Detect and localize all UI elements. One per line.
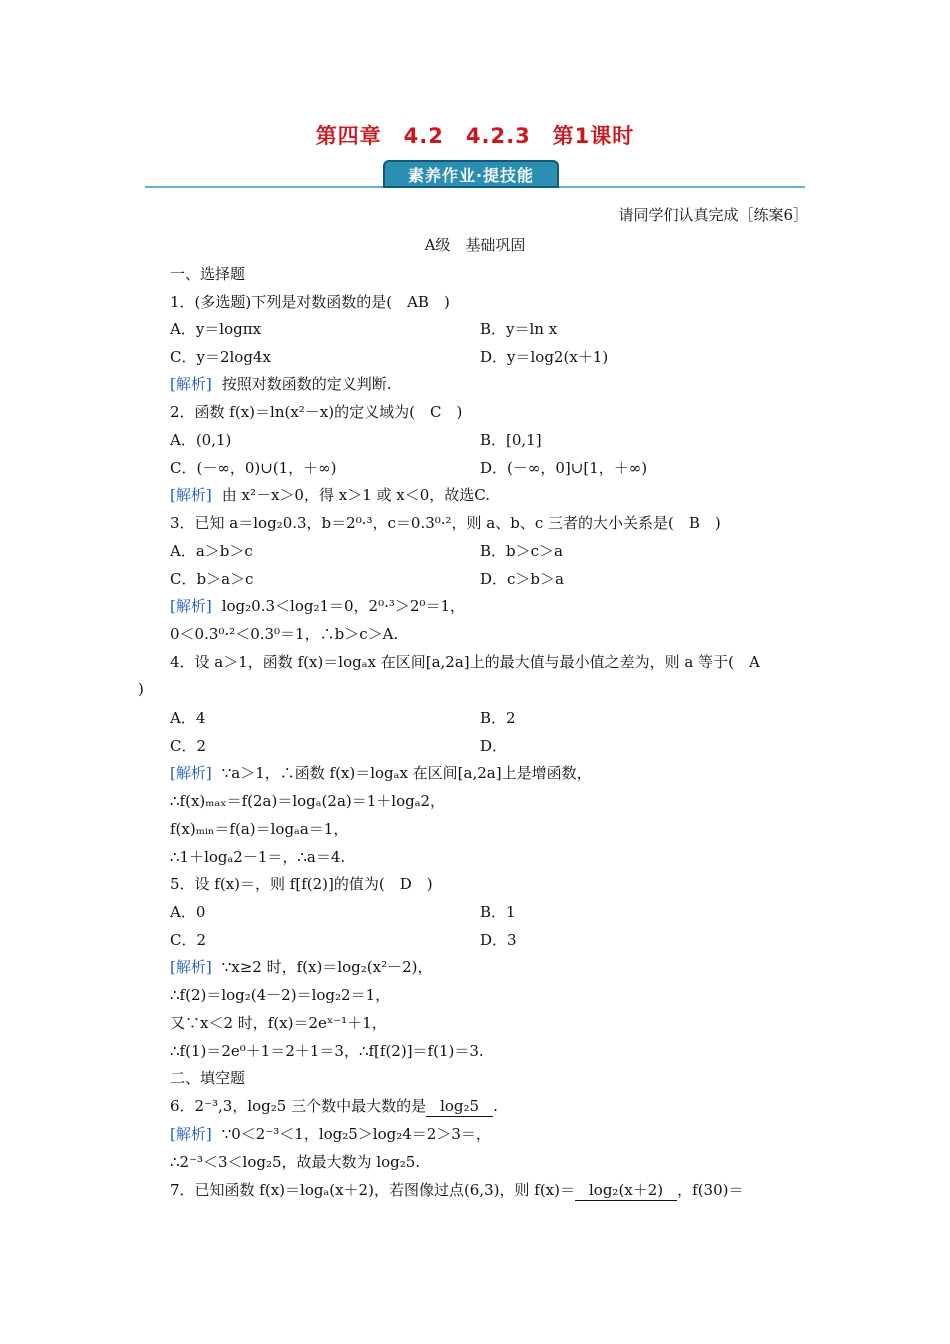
line-text: 0＜0.3⁰·²＜0.3⁰＝1，∴b＞c＞A. bbox=[170, 625, 399, 643]
line-text: A．0 bbox=[170, 903, 206, 921]
line-text: 6．2⁻³,3，log₂5 三个数中最大数的是 bbox=[170, 1097, 427, 1115]
text-line bbox=[170, 900, 205, 924]
text-line bbox=[170, 1094, 498, 1118]
line-text: ∴2⁻³＜3＜log₂5，故最大数为 log₂5. bbox=[170, 1153, 421, 1171]
explanation-line bbox=[170, 594, 465, 618]
line-text: 又∵x＜2 时，f(x)＝2eˣ⁻¹＋1， bbox=[170, 1014, 387, 1032]
line-text: D．y＝log2(x＋1) bbox=[480, 348, 609, 366]
line-text: ) bbox=[138, 680, 144, 698]
line-text: log₂0.3＜log₂1＝0，2⁰·³＞2⁰＝1， bbox=[221, 597, 465, 615]
text-line bbox=[170, 1150, 420, 1174]
answer-blank: log₂(x＋2) bbox=[575, 1180, 677, 1201]
text-line bbox=[480, 734, 507, 758]
line-text: ∵x≥2 时，f(x)＝log₂(x²－2)， bbox=[221, 958, 433, 976]
line-text: 1．(多选题)下列是对数函数的是( AB ) bbox=[170, 293, 450, 311]
text-line bbox=[170, 983, 390, 1007]
line-text: ∴f(x)ₘₐₓ＝f(2a)＝logₐ(2a)＝1＋logₐ2， bbox=[170, 792, 446, 810]
line-text: ∵0＜2⁻³＜1，log₂5＞log₂4＝2＞3＝， bbox=[221, 1125, 491, 1143]
text-line bbox=[170, 290, 450, 314]
explanation-label: [解析] bbox=[170, 486, 212, 504]
text-line bbox=[170, 539, 253, 563]
text-line bbox=[170, 734, 206, 758]
text-line bbox=[170, 428, 231, 452]
section-heading bbox=[170, 262, 245, 286]
line-text: B．[0,1] bbox=[480, 431, 542, 449]
text-line bbox=[480, 928, 517, 952]
line-tail: ，f(30)＝ bbox=[677, 1181, 744, 1199]
explanation-label: [解析] bbox=[170, 597, 212, 615]
explanation-label: [解析] bbox=[170, 764, 212, 782]
page-title: 第四章 4.2 4.2.3 第1课时 bbox=[315, 124, 635, 148]
explanation-label: [解析] bbox=[170, 1125, 212, 1143]
text-line bbox=[170, 345, 271, 369]
line-text: f(x)ₘᵢₙ＝f(a)＝logₐa＝1， bbox=[170, 820, 349, 838]
text-line bbox=[480, 900, 516, 924]
section-banner: 素养作业·提技能 bbox=[383, 160, 559, 188]
line-text: B．b＞c＞a bbox=[480, 542, 563, 560]
line-text: D．3 bbox=[480, 931, 517, 949]
explanation-label: [解析] bbox=[170, 375, 212, 393]
text-line bbox=[170, 817, 348, 841]
text-line bbox=[480, 456, 647, 480]
text-line bbox=[170, 845, 345, 869]
text-line bbox=[170, 1178, 744, 1202]
text-line bbox=[170, 317, 261, 341]
line-text: A．4 bbox=[170, 709, 206, 727]
line-tail: . bbox=[493, 1097, 498, 1115]
text-line bbox=[480, 317, 557, 341]
text-line bbox=[170, 872, 433, 896]
line-text: ∵a＞1，∴函数 f(x)＝logₐx 在区间[a,2a]上是增函数， bbox=[221, 764, 592, 782]
text-line bbox=[138, 677, 144, 701]
line-text: B．1 bbox=[480, 903, 516, 921]
line-text: C．b＞a＞c bbox=[170, 570, 254, 588]
line-text: 2．函数 f(x)＝ln(x²－x)的定义域为( C ) bbox=[170, 403, 463, 421]
line-text: ∴f(2)＝log₂(4－2)＝log₂2＝1， bbox=[170, 986, 391, 1004]
answer-blank: log₂5 bbox=[426, 1096, 493, 1117]
section-heading bbox=[170, 1066, 245, 1090]
exercise-note: 请同学们认真完成［练案6］ bbox=[618, 206, 808, 224]
text-line bbox=[170, 1011, 387, 1035]
line-text: ∴f(1)＝2e⁰＋1＝2＋1＝3，∴f[f(2)]＝f(1)＝3. bbox=[170, 1042, 484, 1060]
explanation-line bbox=[170, 955, 432, 979]
text-line bbox=[480, 567, 564, 591]
line-text: C．(－∞，0)∪(1，＋∞) bbox=[170, 459, 337, 477]
text-line bbox=[170, 456, 337, 480]
line-text: 7．已知函数 f(x)＝logₐ(x＋2)，若图像过点(6,3)，则 f(x)＝ bbox=[170, 1181, 575, 1199]
line-text: C．2 bbox=[170, 737, 207, 755]
line-text: A．y＝logπx bbox=[170, 320, 262, 338]
line-text: 按照对数函数的定义判断. bbox=[221, 375, 392, 393]
line-text: D． bbox=[480, 737, 508, 755]
line-text: 一、选择题 bbox=[170, 265, 246, 283]
line-text: 4．设 a＞1，函数 f(x)＝logₐx 在区间[a,2a]上的最大值与最小值之差为，则 a 等于( A bbox=[170, 653, 760, 671]
text-line bbox=[170, 511, 721, 535]
line-text: B．y＝ln x bbox=[480, 320, 558, 338]
line-text: ∴1＋logₐ2－1＝，∴a＝4. bbox=[170, 848, 346, 866]
text-line bbox=[480, 345, 608, 369]
text-line bbox=[170, 706, 205, 730]
line-text: C．2 bbox=[170, 931, 207, 949]
line-text: D．(－∞，0]∪[1，＋∞) bbox=[480, 459, 648, 477]
explanation-line bbox=[170, 1122, 491, 1146]
text-line bbox=[480, 706, 516, 730]
text-line bbox=[170, 650, 760, 674]
line-text: D．c＞b＞a bbox=[480, 570, 564, 588]
line-text: C．y＝2log4x bbox=[170, 348, 271, 366]
line-text: A．a＞b＞c bbox=[170, 542, 253, 560]
text-line bbox=[170, 1039, 484, 1063]
line-text: 由 x²－x＞0，得 x＞1 或 x＜0，故选C. bbox=[221, 486, 490, 504]
explanation-line bbox=[170, 483, 490, 507]
text-line bbox=[480, 428, 542, 452]
line-text: 5．设 f(x)＝，则 f[f(2)]的值为( D ) bbox=[170, 875, 433, 893]
text-line bbox=[170, 789, 445, 813]
explanation-line bbox=[170, 372, 392, 396]
line-text: 二、填空题 bbox=[170, 1069, 246, 1087]
text-line bbox=[170, 567, 253, 591]
text-line bbox=[480, 539, 563, 563]
explanation-line bbox=[170, 761, 592, 785]
level-heading: A级 基础巩固 bbox=[424, 236, 526, 254]
text-line bbox=[170, 622, 398, 646]
line-text: B．2 bbox=[480, 709, 516, 727]
text-line bbox=[170, 928, 206, 952]
text-line bbox=[170, 400, 462, 424]
line-text: 3．已知 a＝log₂0.3，b＝2⁰·³，c＝0.3⁰·²，则 a、b、c 三者的大小关系是( B ) bbox=[170, 514, 721, 532]
line-text: A．(0,1) bbox=[170, 431, 232, 449]
explanation-label: [解析] bbox=[170, 958, 212, 976]
